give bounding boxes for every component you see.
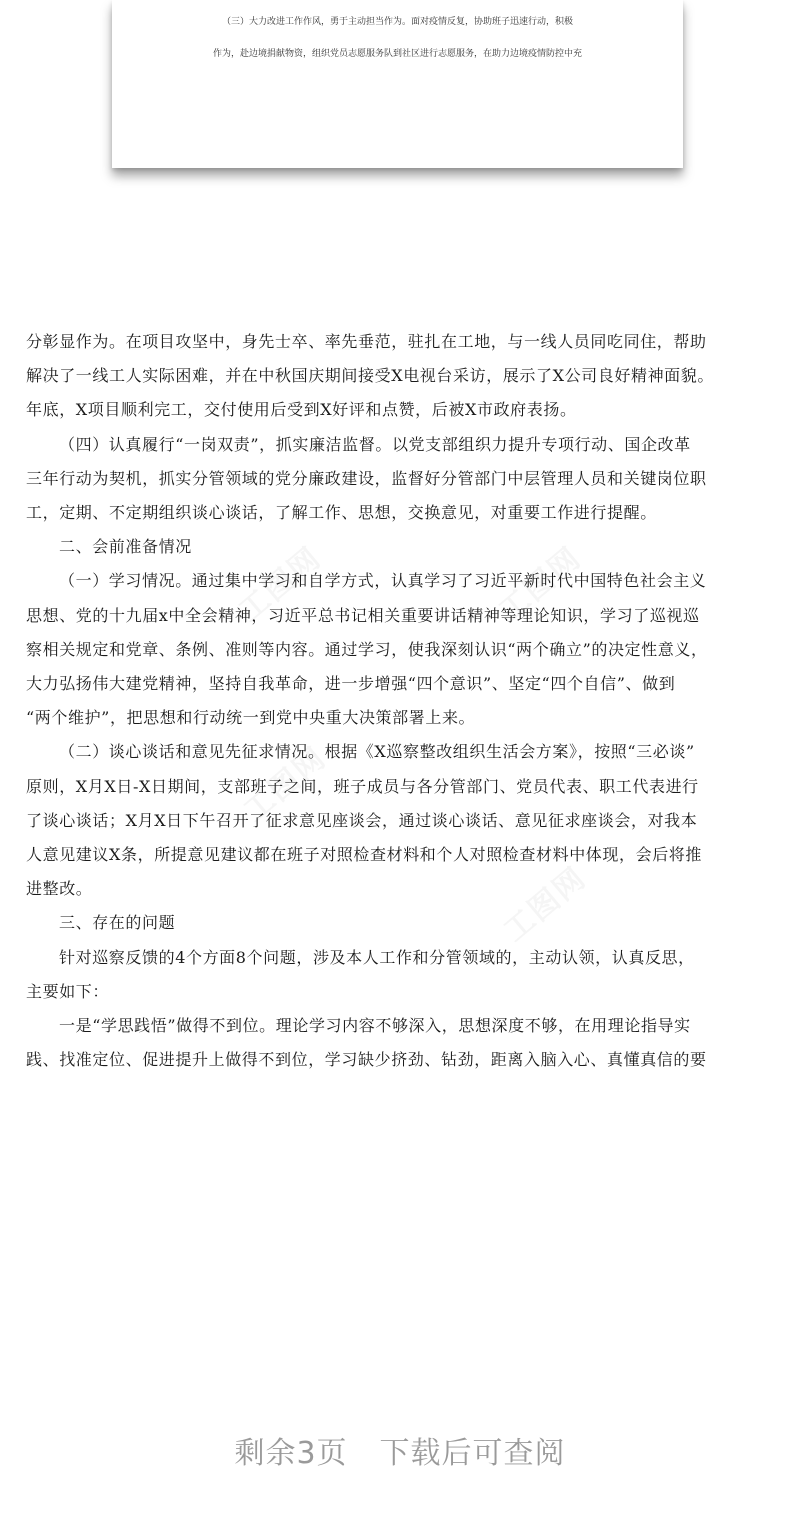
- paragraph: 一是“学思践悟”做得不到位。理论学习内容不够深入，思想深度不够，在用理论指导实 践、找准定位、促进提升上做得不到位，学习缺少挤劲、钻劲，距离入脑入心、真懂真信的要: [26, 1016, 707, 1070]
- section-heading: 三、存在的问题: [59, 913, 176, 933]
- paragraph: （二）谈心谈话和意见先征求情况。根据《X巡察整改组织生活会方案》，按照“三必谈” 原则，X月X日-X日期间，支部班子之间，班子成员与各分管部门、党员代表、职工代表进行 了谈心谈话；X月X日下午召开了征求意见座谈会，通过谈心谈话、意见征求座谈会，对我本 人意见建议X条，所提意见建议都在班子对照检查材料和个人对照检查材料中体现，会后将推 进整改。: [26, 742, 702, 899]
- watermark: 工图网: [237, 740, 334, 829]
- download-to-view-label: 下载后可查阅: [379, 1436, 566, 1471]
- watermark: 工图网: [232, 540, 329, 629]
- remaining-pages-label: 剩余3页: [234, 1436, 348, 1471]
- paragraph: 分彰显作为。在项目攻坚中，身先士卒、率先垂范，驻扎在工地，与一线人员同吃同住，帮助 解决了一线工人实际困难，并在中秋国庆期间接受X电视台采访，展示了X公司良好精神面貌。 年底，X项目顺利完工，交付使用后受到X好评和点赞，后被X市政府表扬。: [26, 332, 714, 420]
- watermark: 工图网: [492, 540, 589, 629]
- page-preview-card: [112, 0, 683, 168]
- paragraph: （一）学习情况。通过集中学习和自学方式，认真学习了习近平新时代中国特色社会主义 思想、党的十九届x中全会精神，习近平总书记相关重要讲话精神等理论知识，学习了巡视巡 察相关规定和党章、条例、准则等内容。通过学习，使我深刻认识“两个确立”的决定性意义， 大力弘扬伟大建党精神，坚持自我革命，进一步增强“四个意识”、坚定“四个自信”、做到 “两个维护”，把思想和行动统一到党中央重大决策部署上来。: [26, 571, 708, 728]
- paragraph: （四）认真履行“一岗双责”，抓实廉洁监督。以党支部组织力提升专项行动、国企改革 三年行动为契机，抓实分管领域的党分廉政建设，监督好分管部门中层管理人员和关键岗位职 工，定期、不定期组织谈心谈话，了解工作、思想，交换意见，对重要工作进行提醒。: [26, 434, 707, 523]
- download-prompt[interactable]: [0, 1428, 800, 1472]
- preview-line: 作为，赴边境捐献物资，组织党员志愿服务队到社区进行志愿服务，在助力边境疫情防控中充: [212, 49, 582, 59]
- watermark: 工图网: [497, 860, 594, 949]
- paragraph: 针对巡察反馈的4个方面8个问题，涉及本人工作和分管领域的，主动认领，认真反思， 主要如下：: [26, 947, 695, 1001]
- section-heading: 二、会前准备情况: [59, 537, 192, 557]
- document-body: [26, 325, 778, 1077]
- preview-line: （三）大力改进工作作风，勇于主动担当作为。面对疫情反复，协助班子迅速行动，积极: [221, 17, 573, 27]
